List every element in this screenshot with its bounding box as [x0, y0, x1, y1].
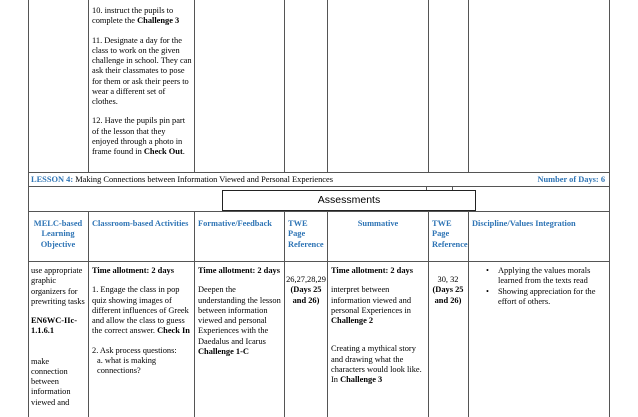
- header-formative: Formative/Feedback: [198, 219, 272, 228]
- summative-allotment: Time allotment: 2 days: [331, 266, 413, 275]
- table-rule: [284, 0, 285, 172]
- table-rule: [327, 211, 328, 417]
- classroom-cell: [92, 266, 192, 376]
- step-10: 10. instruct the pupils to complete the Challenge 3: [92, 6, 180, 26]
- classroom-activity-2a: a. what is making connections?: [97, 355, 157, 375]
- step-12: 12. Have the pupils pin part of the lesson that they enjoyed through a photo in frame found in Check Out.: [92, 116, 186, 156]
- twe-2-pages: 30, 32: [437, 275, 459, 284]
- classroom-allotment: Time allotment: 2 days: [92, 266, 174, 275]
- formative-allotment: Time allotment: 2 days: [198, 266, 280, 275]
- table-rule: [609, 0, 610, 417]
- melc-objective-1: use appropriate graphic organizers for prewriting tasks: [31, 266, 85, 306]
- table-rule: [194, 0, 195, 172]
- summative-text-1: interpret between information viewed and personal Experiences in: [331, 285, 412, 315]
- header-twe-1: TWE Page Reference: [288, 219, 324, 249]
- formative-text: Deepen the understanding the lesson between information viewed and personal Experiences with the Daedalus and Icarus: [198, 285, 281, 346]
- table-rule: [468, 0, 469, 172]
- header-discipline: Discipline/Values Integration: [472, 219, 576, 228]
- lesson-title: Making Connections between Information Viewed and Personal Experiences: [73, 175, 333, 184]
- step-11: 11. Designate a day for the class to work on the given challenge in school. They can ask their classmates to pose for them or ask their peers to wear a different set of clothes.: [92, 35, 192, 106]
- days-count: [470, 175, 605, 185]
- table-rule: [284, 211, 285, 417]
- table-rule: [428, 211, 429, 417]
- table-rule: [28, 172, 609, 173]
- formative-challenge: Challenge 1-C: [198, 346, 249, 356]
- twe-2-days-2: and 26): [434, 295, 462, 305]
- procedure-steps-cell: [92, 6, 192, 157]
- summative-challenge-2: Challenge 2: [331, 316, 374, 325]
- table-rule: [194, 211, 195, 417]
- twe-1-pages: 26,27,28,29: [286, 275, 326, 284]
- melc-cell: [31, 266, 87, 408]
- days-value: 6: [598, 175, 605, 184]
- formative-cell: [198, 266, 282, 357]
- table-rule: [28, 261, 609, 262]
- table-rule: [327, 0, 328, 172]
- twe-1-cell: [286, 266, 326, 306]
- header-summative: Summative: [357, 219, 399, 228]
- header-melc: MELC-based Learning Objective: [33, 219, 83, 249]
- twe-2-cell: [429, 266, 467, 306]
- melc-code: EN6WC-IIc-1.1.6.1: [31, 316, 78, 336]
- table-rule: [28, 211, 609, 212]
- discipline-item: • Showing appreciation for the effort of others.: [484, 287, 604, 308]
- lesson-title-bar: [31, 175, 431, 185]
- assessments-box: Assessments: [222, 190, 476, 211]
- classroom-activity-1: 1. Engage the class in pop quiz showing images of different influences of Greek and allow the class to guess the correct answer. Check In: [92, 285, 190, 336]
- table-rule: [88, 211, 89, 417]
- discipline-cell: [484, 266, 604, 307]
- discipline-list: [484, 266, 604, 307]
- table-rule: [88, 0, 89, 172]
- lesson-label: LESSON 4:: [31, 175, 74, 184]
- days-label: Number of Days:: [537, 175, 599, 184]
- twe-2-days: (Days 25: [432, 285, 464, 295]
- header-twe-2: TWE Page Reference: [432, 219, 468, 249]
- table-rule: [468, 211, 469, 417]
- table-rule: [428, 0, 429, 172]
- twe-1-days: (Days 25: [290, 285, 322, 295]
- melc-objective-2: make connection between information viewed and: [31, 356, 71, 407]
- table-rule: [28, 0, 29, 417]
- twe-1-days-2: and 26): [292, 295, 320, 305]
- header-classroom: Classroom-based Activities: [92, 219, 189, 228]
- summative-cell: [331, 266, 425, 385]
- table-rule: [28, 186, 609, 187]
- discipline-item: • Applying the values morals learned from the texts read: [484, 266, 604, 287]
- classroom-activity-2: 2. Ask process questions:: [92, 345, 177, 355]
- summative-text-2: Creating a mythical story and drawing what the characters would look like. In Challenge 3: [331, 344, 422, 384]
